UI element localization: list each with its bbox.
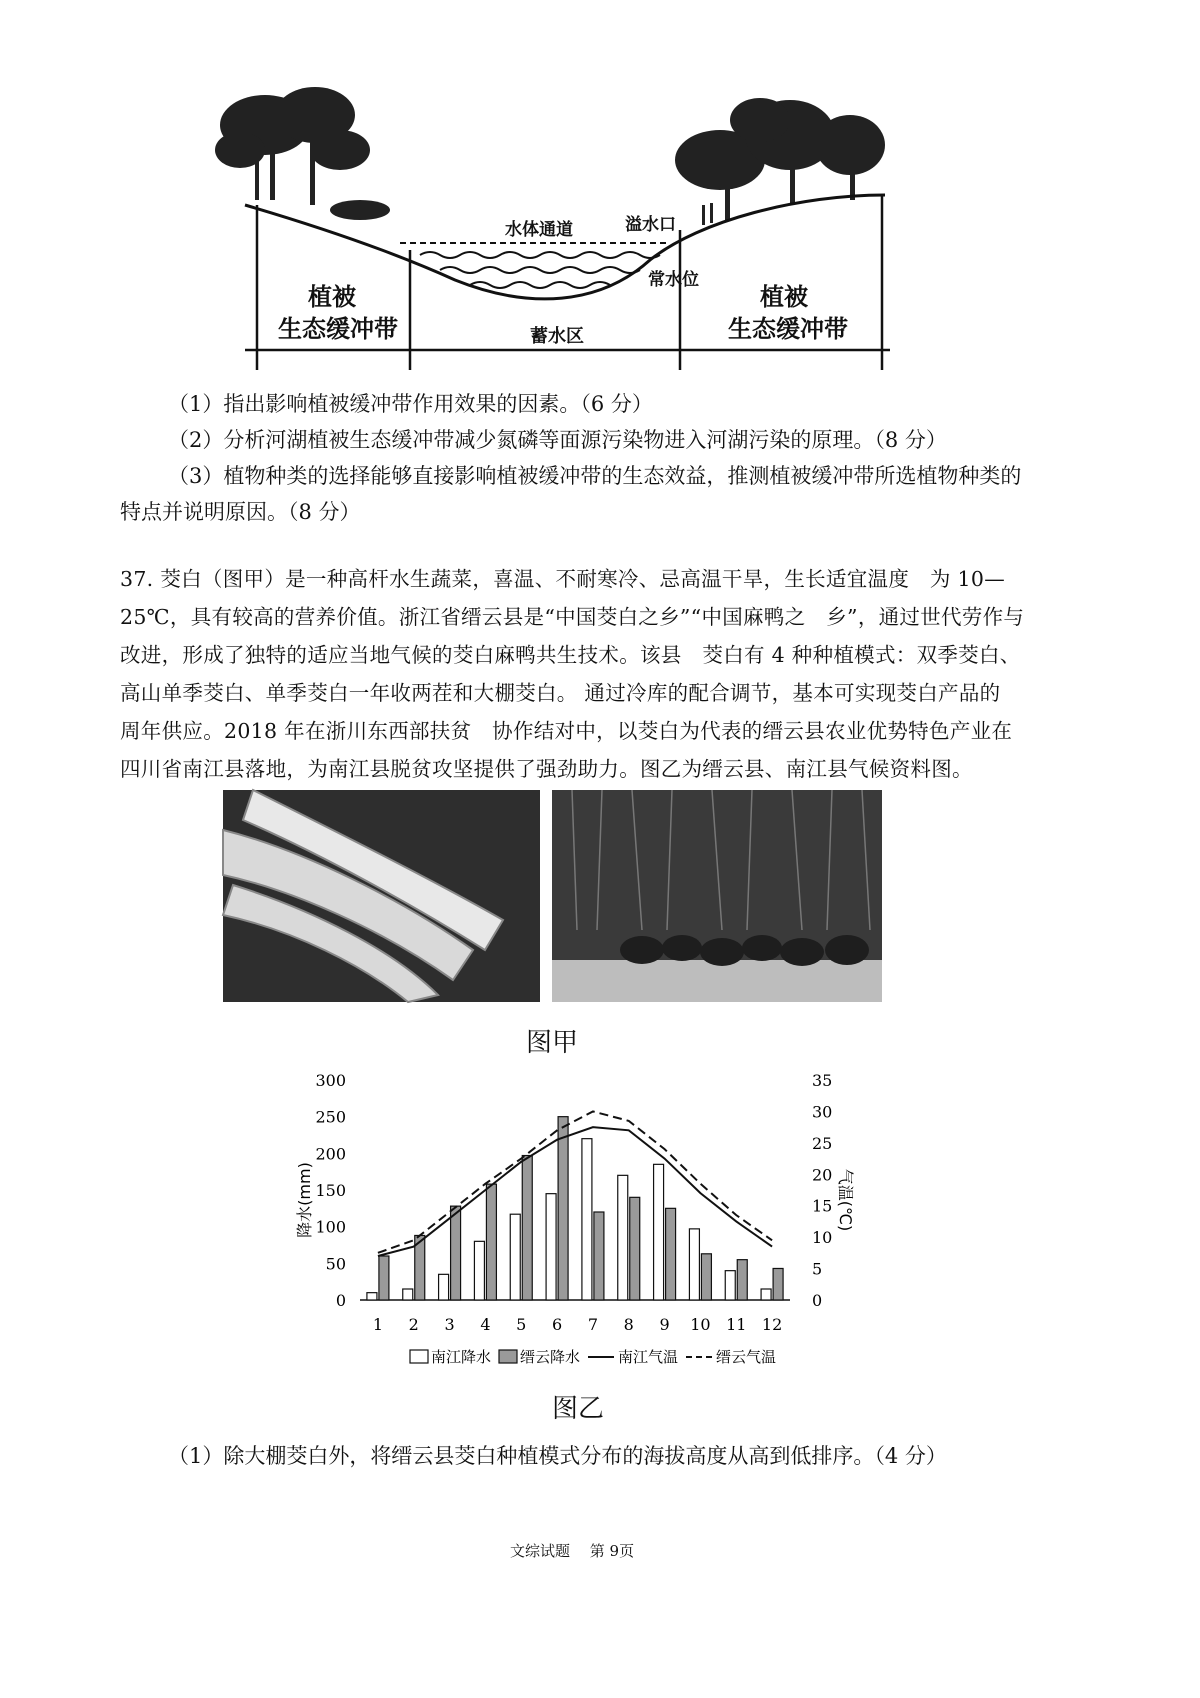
y-axis-label: 降水(mm) [295, 1162, 314, 1238]
jinyun-precip-bar [379, 1256, 389, 1300]
y2-tick-label: 35 [812, 1071, 833, 1090]
y2-tick-label: 0 [812, 1291, 823, 1310]
jinyun-precip-bar [630, 1197, 640, 1300]
jinyun-precip-bar [666, 1208, 676, 1300]
y2-tick-label: 15 [812, 1196, 833, 1216]
nanjiang-precip-bar [510, 1214, 520, 1300]
x-tick-label: 9 [659, 1315, 670, 1334]
y-tick-label: 100 [315, 1217, 346, 1237]
left-zone-label-2: 生态缓冲带 [278, 315, 398, 343]
x-tick-label: 4 [480, 1315, 491, 1334]
jinyun-precip-bar [773, 1268, 783, 1300]
y-tick-label: 50 [325, 1254, 346, 1274]
nanjiang-precip-bar [582, 1139, 592, 1300]
y-tick-label: 300 [315, 1071, 346, 1090]
nanjiang-precip-bar [654, 1164, 664, 1300]
x-tick-label: 11 [726, 1315, 747, 1334]
legend-swatch [499, 1350, 517, 1363]
nanjiang-temp-line [378, 1127, 772, 1256]
nanjiang-precip-bar [689, 1229, 699, 1300]
normal-water-level-label: 常水位 [648, 270, 699, 290]
q37-line-5: 周年供应。2018 年在浙川东西部扶贫 协作结对中，以茭白为代表的缙云县农业优势特色产业在 [120, 719, 1013, 743]
x-tick-label: 6 [551, 1315, 563, 1334]
y2-tick-label: 20 [812, 1165, 833, 1185]
y2-tick-label: 25 [812, 1133, 833, 1153]
legend-label: 缙云气温 [716, 1348, 777, 1366]
left-trees-illustration [215, 87, 390, 220]
x-tick-label: 5 [516, 1315, 527, 1334]
jinyun-precip-bar [451, 1206, 461, 1300]
nanjiang-precip-bar [618, 1175, 628, 1300]
water-waves [420, 252, 660, 288]
question-36-3-cont: 特点并说明原因。（8 分） [120, 500, 361, 524]
nanjiang-precip-bar [725, 1271, 735, 1300]
question-37-1: （1）除大棚茭白外，将缙云县茭白种植模式分布的海拔高度从高到低排序。（4 分） [168, 1444, 947, 1468]
page-footer: 文综试题 第 9页 [510, 1542, 635, 1560]
question-36-2: （2）分析河湖植被生态缓冲带减少氮磷等面源污染物进入河湖污染的原理。（8 分） [168, 428, 947, 452]
jinyun-precip-bar [558, 1117, 568, 1300]
question-36-3: （3）植物种类的选择能够直接影响植被缓冲带的生态效益，推测植被缓冲带所选植物种类的 [168, 464, 1022, 488]
q37-line-3: 改进，形成了独特的适应当地气候的茭白麻鸭共生技术。该县 茭白有 4 种种植模式：双季茭白、 [120, 643, 1021, 667]
jinyun-precip-bar [737, 1260, 747, 1300]
nanjiang-precip-bar [761, 1289, 771, 1300]
legend-label: 南江气温 [618, 1348, 679, 1366]
left-zone-label-1: 植被 [308, 283, 356, 311]
nanjiang-precip-bar [474, 1241, 484, 1300]
jinyun-precip-bar [522, 1156, 532, 1300]
q37-line-6: 四川省南江县落地，为南江县脱贫攻坚提供了强劲助力。图乙为缙云县、南江县气候资料图。 [120, 757, 973, 781]
x-tick-label: 1 [372, 1315, 384, 1334]
q37-line-2: 25℃，具有较高的营养价值。浙江省缙云县是“中国茭白之乡”“中国麻鸭之 乡”，通过世代劳作与 [120, 605, 1025, 629]
water-bamboo-photo [223, 790, 540, 1002]
y2-axis-label: 气温(℃) [836, 1168, 855, 1232]
climate-chart [290, 1060, 855, 1380]
nanjiang-precip-bar [403, 1289, 413, 1300]
legend-label: 缙云降水 [520, 1348, 581, 1366]
x-tick-label: 12 [761, 1315, 783, 1334]
y-tick-label: 0 [335, 1291, 346, 1310]
legend-swatch [410, 1350, 428, 1363]
question-37-text [120, 560, 1080, 788]
y-tick-label: 250 [315, 1107, 346, 1127]
y-tick-label: 200 [315, 1144, 346, 1164]
nanjiang-precip-bar [367, 1293, 377, 1300]
x-tick-label: 10 [690, 1315, 711, 1334]
q37-line-4: 高山单季茭白、单季茭白一年收两茬和大棚茭白。 通过冷库的配合调节，基本可实现茭白产品的 [120, 681, 1001, 705]
x-tick-label: 2 [408, 1315, 419, 1334]
nanjiang-precip-bar [439, 1274, 449, 1300]
q37-line-1: 37. 茭白（图甲）是一种高杆水生蔬菜，喜温、不耐寒冷、忌高温干旱，生长适宜温度 为 10— [120, 567, 1006, 591]
storage-area-label: 蓄水区 [530, 326, 584, 347]
y2-tick-label: 5 [812, 1259, 823, 1279]
x-tick-label: 8 [623, 1315, 634, 1334]
figure-a-caption: 图甲 [526, 1028, 579, 1058]
y-tick-label: 150 [315, 1181, 346, 1200]
jinyun-precip-bar [701, 1254, 711, 1300]
right-zone-label-1: 植被 [760, 283, 808, 311]
figure-b-caption: 图乙 [552, 1394, 605, 1424]
duck-field-photo [552, 790, 882, 1002]
legend-label: 南江降水 [431, 1348, 492, 1366]
y2-tick-label: 30 [812, 1102, 833, 1122]
y2-tick-label: 10 [812, 1228, 833, 1248]
overflow-label: 溢水口 [625, 215, 676, 235]
right-zone-label-2: 生态缓冲带 [728, 315, 848, 343]
buffer-zone-diagram [200, 80, 920, 380]
water-channel-label: 水体通道 [505, 220, 573, 240]
x-tick-label: 7 [587, 1315, 599, 1334]
nanjiang-precip-bar [546, 1194, 556, 1300]
jinyun-precip-bar [486, 1184, 496, 1300]
x-tick-label: 3 [444, 1315, 455, 1334]
question-36-1: （1）指出影响植被缓冲带作用效果的因素。（6 分） [168, 392, 653, 416]
jinyun-precip-bar [594, 1212, 604, 1300]
